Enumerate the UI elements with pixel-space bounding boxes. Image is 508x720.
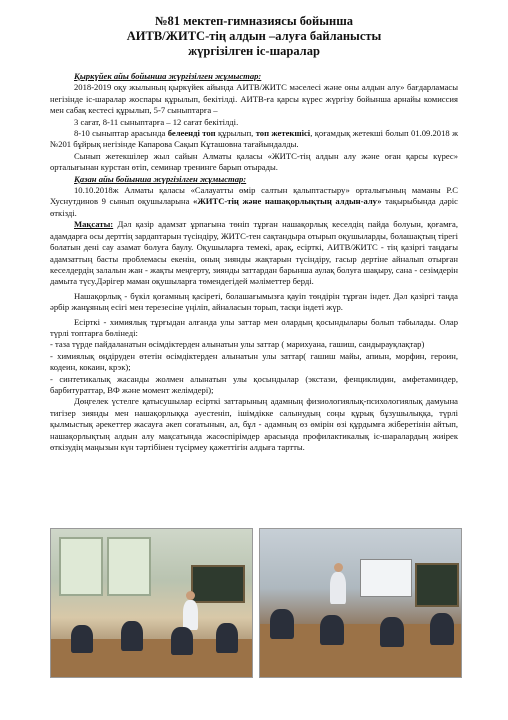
lecture-text-c: тақырыбында дәріс өткізді. (50, 196, 459, 218)
title-line-2: АИТВ/ЖИТС-тің алдын –алуға байланысты (126, 29, 382, 43)
window-shape (107, 537, 151, 596)
projector-screen (360, 559, 412, 597)
paragraph-addiction: Нашақорлық - бүкіл қоғамның қасіреті, болашағымызға қауіп төндірін тұрған індет. Дәл қазіргі таңда әрбір жанұяның есігі мен терезесіне үңіліп, айналасын торып, тасқи індеті жүр. (50, 290, 458, 313)
classroom-photo-right (259, 528, 462, 678)
student-figure (270, 609, 294, 639)
title-line-3: жүргізілген іс-шаралар (188, 44, 320, 58)
student-figure (216, 623, 238, 653)
title-line-1: №81 мектеп-гимназиясы бойынша (154, 14, 354, 28)
photo-row (50, 528, 462, 678)
teacher-head (334, 563, 343, 572)
student-figure (380, 617, 404, 647)
paragraph-plan: 2018-2019 оқу жылының қыркүйек айында АИТВ/ЖИТС мәселесі және оны алдын алу» бағдарламасы негізінде іс-шаралар жоспары құрылып, бекітілді. АИТВ-ға қарсы күрес жүргізу бойынша арнайы комиссия мен сабақ кестесі құрылып, 5-7 сыныптарға – (50, 82, 458, 116)
document-body (50, 71, 458, 453)
group-bold-2: топ жетекшісі (255, 128, 311, 139)
paragraph-goal (50, 219, 458, 287)
window-shape (59, 537, 103, 596)
october-heading: Қазан айы бойынша жүргізілген жұмыстар: (74, 173, 247, 184)
paragraph-hours: 3 сағат, 8-11 сыныптарға – 12 сағат бекітілді. (74, 116, 239, 127)
paragraph-drugs: Есірткі - химиялық тұрғыдан алғанда улы заттар мен олардың қосындылары болып табылады. Олар түрлі топтарға бөлінеді: (50, 316, 458, 338)
board-shape (415, 563, 459, 607)
group-bold-1: белеенді топ (167, 128, 216, 139)
lecture-text-a: 10.10.2018ж Алматы қаласы «Салауатты өмір салтын қалыптастыру» орталығының маманы Р.С Хуснутдинов 9 сынып оқушыларына (50, 185, 458, 207)
teacher-figure (330, 572, 346, 604)
student-figure (71, 625, 93, 653)
teacher-figure (183, 600, 198, 630)
list-item-synthetic: - синтетикалық жасанды жолмен алынатын улы қосындылар (экстази, фенциклидин, амфетаминдер, барбитураттар, ВФ және момент желімдері); (50, 373, 458, 395)
teacher-head (186, 591, 195, 600)
document-title (50, 14, 458, 59)
paragraph-lecture (50, 185, 458, 219)
september-heading: Қыркүйек айы бойынша жүргізілген жұмыстар: (74, 71, 262, 81)
group-text-a: 8-10 сыныптар арасында (74, 128, 168, 139)
board-shape (191, 565, 245, 603)
student-figure (121, 621, 143, 651)
list-item-processed: - химиялық өңдіруден өтетін өсімдіктерден алынатын улы заттар( гашиш майы, апиын, морфин, героин, кодеин, кокаин, крэк); (50, 350, 458, 373)
student-figure (430, 613, 454, 645)
group-text-d: , қоғамдық жетекші болып 01.09.2018 ж №201 бұйрық негізінде Капарова Сақып Кұташовна тағайындалды. (50, 128, 459, 150)
group-text-c: құрылып, (215, 128, 256, 139)
goal-label: Мақсаты: (74, 219, 114, 230)
lecture-topic: «ЖИТС-тің және нашақорлықтың алдын-алу» (193, 196, 382, 207)
student-figure (320, 615, 344, 645)
paragraph-group (50, 128, 458, 151)
student-figure (171, 627, 193, 655)
paragraph-roundtable: Дөңгелек үстелге қатысушылар есірткі заттарының адамның физиологиялық-психологиялық дамуына тигізер зиянды мен нашақорлыққа әуестеніп, ішімдікке салынудың соңы құрық бұзушылыққа, түрлі қылмыстық әрекеттер жасауға әкеп соғатынын, ал, бұл - адамның өз өмірін өзі құрдымға жіберетінін айтып, нашақорлықтың алдын алу мақсатында жасөспірімдер арасында профилактикалық іс-шаралардың жиірек өткізудің маңызын күн тәртібінен түсірмеу қажеттігін алдыға тартты. (50, 396, 458, 452)
list-item-natural: - таза түрде пайдаланатын өсімдіктерден алынатын улы заттар ( марихуана, гашиш, сандырауқлақтар) (50, 339, 425, 350)
classroom-photo-left (50, 528, 253, 678)
goal-text: Дәл қазір адамзат ұрпағына төніп тұрған нашақорлық кеселдің пайда болуын, қоғамға, адамдарға осы дерттің зардаптарын түсіндіру, ЖИТС-тен сақтандыра отырып оқушыларды, болашақтың тірегі болатын дені сау азамат болуға баулу. Оқушыларға темекі, арақ, есірткі, АИТВ/ЖИТС - тің қазіргі таңдағы адамзаттың басты проблемасы екенін, оның зиянды жақтарын түсіндіру, гасыр дертіне айналып отырған кеселдердің залалын жан - жақты меңгерту, зиянды заттардан барынша аулақ болуға шақыру, сана - сезімдерін дамыта түсу.Дәрігер маман оқушыларға төмендегідей мәліметтер берді. (50, 219, 458, 287)
paragraph-courses: Сынып жетекшілер жыл сайын Алматы қаласы «ЖИТС-тің алдын алу және оған қарсы күрес» орталығынан курстан өтіп, семинар тренинге барып отырады. (50, 150, 458, 173)
